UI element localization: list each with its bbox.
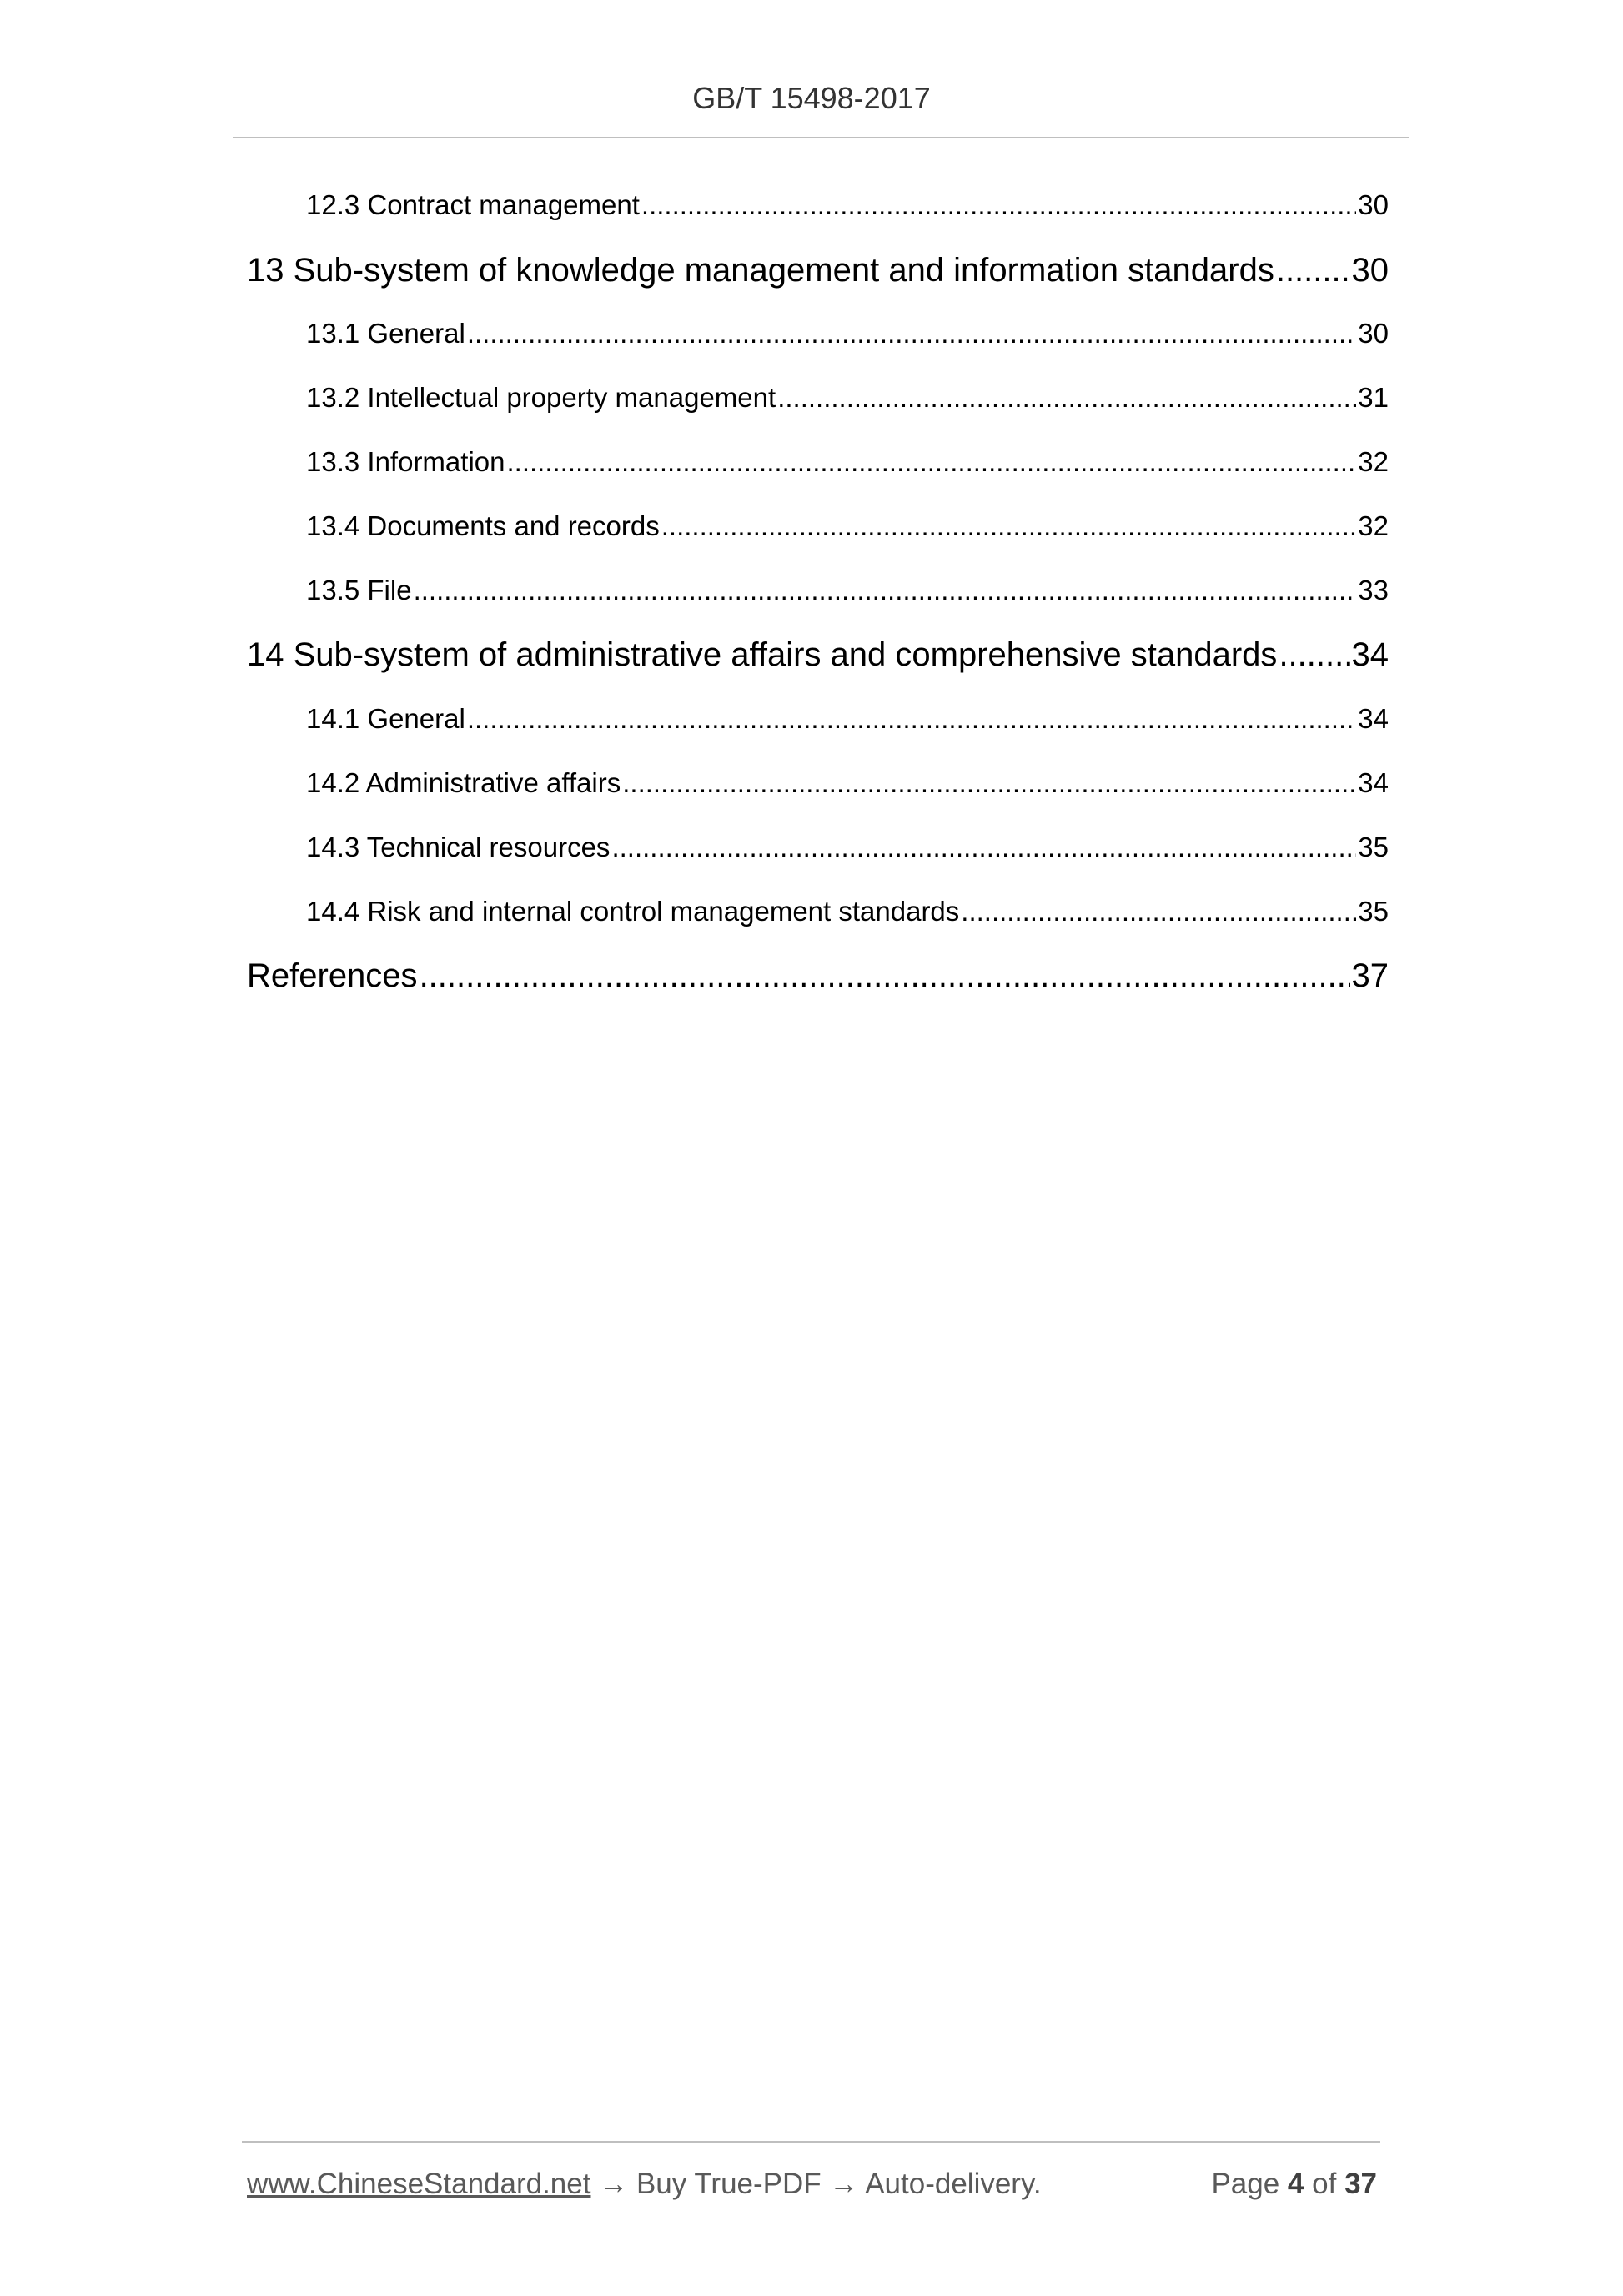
toc-entry[interactable] <box>306 378 1389 418</box>
arrow-right-icon: → <box>599 2168 629 2200</box>
toc-entry[interactable] <box>306 827 1389 867</box>
toc-entry-page: 30 <box>1358 318 1389 349</box>
toc-entry[interactable] <box>247 952 1389 1000</box>
toc-entry[interactable] <box>306 506 1389 546</box>
toc-entry[interactable] <box>306 892 1389 932</box>
footer-divider <box>242 2141 1380 2143</box>
toc-entry-title: 14.4 Risk and internal control management standards <box>306 896 960 927</box>
buy-true-pdf-text: Buy True-PDF <box>636 2168 822 2200</box>
toc-leader-dots <box>467 699 1356 739</box>
document-code: GB/T 15498-2017 <box>692 81 931 115</box>
toc-leader-dots <box>1276 246 1350 294</box>
toc-entry-page: 32 <box>1358 510 1389 541</box>
toc-leader-dots <box>961 892 1356 932</box>
toc-entry[interactable] <box>247 631 1389 679</box>
toc-entry-title: References <box>247 957 418 994</box>
toc-entry-title: 13.4 Documents and records <box>306 510 660 541</box>
page-number <box>1211 2163 1377 2205</box>
toc-entry-title: 14 Sub-system of administrative affairs and comprehensive standards <box>247 636 1278 673</box>
page-label: Page <box>1211 2168 1280 2200</box>
table-of-contents <box>0 0 1623 1084</box>
auto-delivery-text: Auto-delivery. <box>865 2168 1042 2200</box>
toc-entry-title: 13.1 General <box>306 318 465 349</box>
toc-leader-dots <box>506 442 1356 482</box>
toc-leader-dots <box>622 763 1356 803</box>
toc-entry-page: 34 <box>1358 703 1389 734</box>
toc-entry[interactable] <box>306 442 1389 482</box>
toc-entry-page: 31 <box>1358 382 1389 413</box>
toc-entry-title: 12.3 Contract management <box>306 189 640 220</box>
page-total: 37 <box>1344 2168 1377 2200</box>
page-of-label: of <box>1312 2168 1337 2200</box>
toc-entry-title: 13.3 Information <box>306 446 505 477</box>
toc-entry-page: 30 <box>1358 189 1389 220</box>
toc-leader-dots <box>641 185 1356 225</box>
toc-entry-title: 14.1 General <box>306 703 465 734</box>
toc-leader-dots <box>414 570 1357 610</box>
toc-leader-dots <box>467 314 1356 354</box>
toc-entry[interactable] <box>247 246 1389 294</box>
toc-entry[interactable] <box>306 763 1389 803</box>
toc-leader-dots <box>420 952 1350 1000</box>
toc-entry-page: 30 <box>1351 252 1389 289</box>
toc-entry[interactable] <box>306 699 1389 739</box>
toc-leader-dots <box>611 827 1356 867</box>
toc-entry-title: 14.2 Administrative affairs <box>306 767 621 798</box>
toc-entry-page: 34 <box>1351 636 1389 673</box>
toc-entry-page: 37 <box>1351 957 1389 994</box>
toc-leader-dots <box>777 378 1356 418</box>
toc-entry-page: 34 <box>1358 767 1389 798</box>
toc-entry[interactable] <box>306 314 1389 354</box>
toc-entry-title: 14.3 Technical resources <box>306 831 611 862</box>
toc-leader-dots <box>661 506 1357 546</box>
page-footer <box>247 2163 1385 2205</box>
arrow-right-icon: → <box>829 2168 859 2200</box>
toc-entry[interactable] <box>306 570 1389 610</box>
toc-entry-page: 35 <box>1358 896 1389 927</box>
website-link[interactable]: www.ChineseStandard.net <box>247 2168 591 2200</box>
toc-entry[interactable] <box>306 185 1389 225</box>
toc-entry-page: 33 <box>1358 575 1389 605</box>
toc-entry-title: 13 Sub-system of knowledge management and information standards <box>247 252 1274 289</box>
toc-leader-dots <box>1279 631 1349 679</box>
toc-entry-title: 13.5 File <box>306 575 412 605</box>
toc-entry-page: 32 <box>1358 446 1389 477</box>
toc-entry-page: 35 <box>1358 831 1389 862</box>
page-current: 4 <box>1287 2168 1304 2200</box>
toc-entry-title: 13.2 Intellectual property management <box>306 382 776 413</box>
